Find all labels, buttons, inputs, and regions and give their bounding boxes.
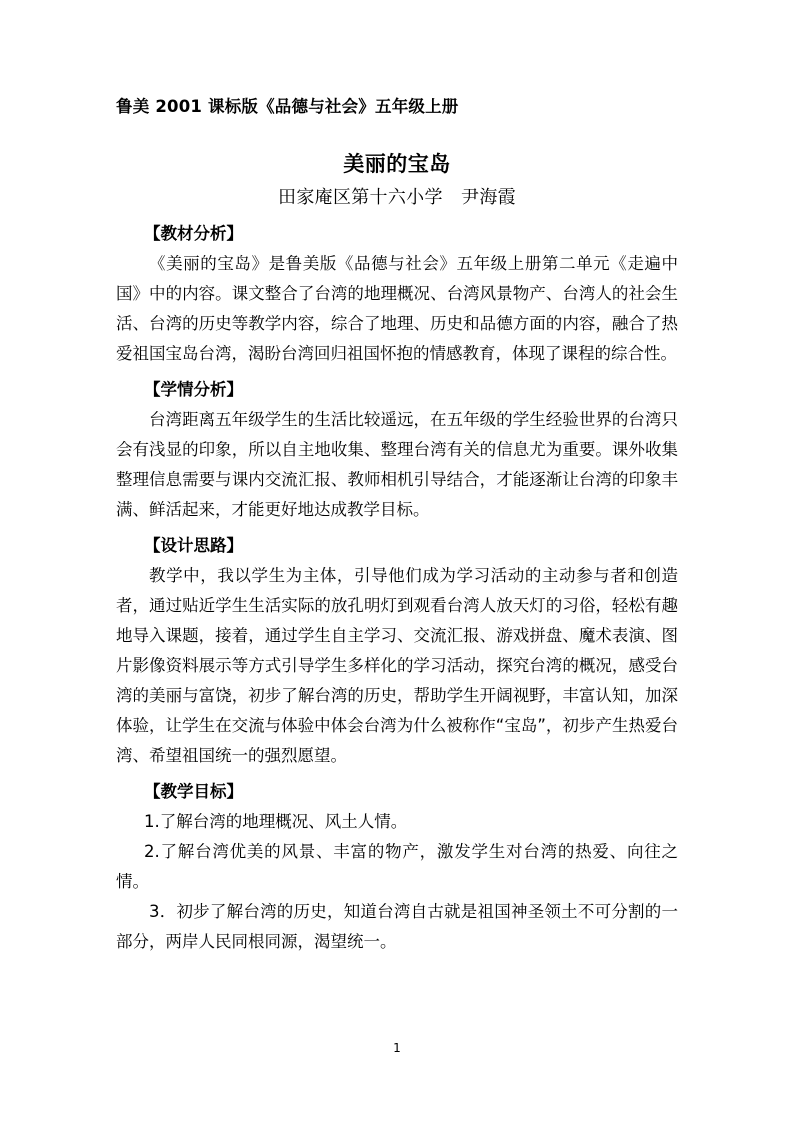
objective-list-item: 3．初步了解台湾的历史，知道台湾自古就是祖国神圣领土不可分割的一部分，两岸人民同根同源，渴望统一。 <box>116 902 678 951</box>
title-block <box>116 149 678 213</box>
section-heading: 【教材分析】 <box>144 224 243 243</box>
textbook-edition-header: 鲁美 2001 课标版《品德与社会》五年级上册 <box>116 97 459 116</box>
document-content <box>116 0 678 957</box>
objective-list-item: 2.了解台湾优美的风景、丰富的物产，激发学生对台湾的热爱、向往之情。 <box>116 842 678 891</box>
section-heading: 【学情分析】 <box>144 380 243 399</box>
section-teaching-objectives <box>116 777 678 957</box>
page-title: 美丽的宝岛 <box>343 152 451 176</box>
section-heading: 【设计思路】 <box>144 536 243 555</box>
objective-list-item: 1.了解台湾的地理概况、风土人情。 <box>144 812 408 831</box>
section-heading: 【教学目标】 <box>144 782 243 801</box>
section-student-situation-analysis <box>116 375 678 525</box>
section-paragraph: 教学中，我以学生为主体，引导他们成为学习活动的主动参与者和创造者，通过贴近学生生活实际的放孔明灯到观看台湾人放天灯的习俗，轻松有趣地导入课题，接着，通过学生自主学习、交流汇报、游戏拼盘、魔术表演、图片影像资料展示等方式引导学生多样化的学习活动，探究台湾的概况，感受台湾的美丽与富饶，初步了解台湾的历史，帮助学生开阔视野，丰富认知，加深体验，让学生在交流与体验中体会台湾为什么被称作“宝岛”，初步产生热爱台湾、希望祖国统一的强烈愿望。 <box>116 566 678 765</box>
page-number: 1 <box>393 1041 401 1055</box>
author-byline: 田家庵区第十六小学 尹海霞 <box>278 187 516 208</box>
section-paragraph: 《美丽的宝岛》是鲁美版《品德与社会》五年级上册第二单元《走遍中国》中的内容。课文整合了台湾的地理概况、台湾风景物产、台湾人的社会生活、台湾的历史等教学内容，综合了地理、历史和品德方面的内容，融合了热爱祖国宝岛台湾，渴盼台湾回归祖国怀抱的情感教育，体现了课程的综合性。 <box>116 254 678 363</box>
section-paragraph: 台湾距离五年级学生的生活比较遥远，在五年级的学生经验世界的台湾只会有浅显的印象，所以自主地收集、整理台湾有关的信息尤为重要。课外收集整理信息需要与课内交流汇报、教师相机引导结合，才能逐渐让台湾的印象丰满、鲜活起来，才能更好地达成教学目标。 <box>116 410 678 519</box>
section-teaching-material-analysis <box>116 219 678 369</box>
section-design-approach <box>116 531 678 771</box>
